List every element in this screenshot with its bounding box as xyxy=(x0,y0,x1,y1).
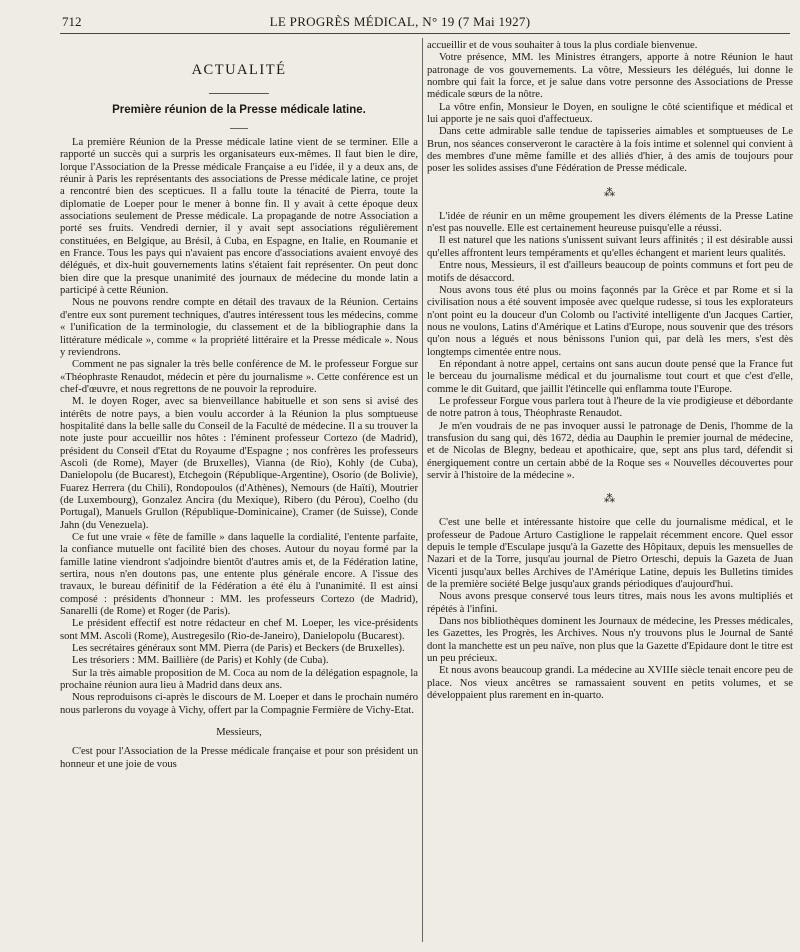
paragraph: Entre nous, Messieurs, il est d'ailleurs beaucoup de points communs et fort peu de motifs de désaccord. xyxy=(427,260,793,284)
section-title: ACTUALITÉ xyxy=(191,62,287,78)
section-separator: ⁂ xyxy=(604,186,616,199)
paragraph: Le professeur Forgue vous parlera tout à l'heure de la vie prodigieuse et débordante de notre patron à tous, Théophraste Renaudot. xyxy=(427,395,793,420)
page-number: 712 xyxy=(62,14,82,29)
paragraph: C'est une belle et intéressante histoire que celle du journalisme médical, et le professeur de Padoue Arturo Castiglione le rappelait récemment encore. Quel essor depuis le temple d'Esculape jusqu'à la Gazette des Hôpitaux, depuis les mensuelles de Nazari et de la Torre, jusqu'au journal de Pietro Orteschi, depuis la Gazeta de Juan Vicenti jusqu'aux belles Archives de l'Amérique Latine, depuis les Bulletins timides de la première société Belge jusqu'aux grands périodiques d'aujourd'hui. xyxy=(427,517,793,591)
paragraph: Nous reproduisons ci-après le discours de M. Loeper et dans le prochain numéro nous parlerons du voyage à Vichy, offert par la Compagnie Fermière de Vichy-Etat. xyxy=(60,692,418,716)
right-column xyxy=(427,40,793,946)
paragraph: Les trésoriers : MM. Baillière (de Paris) et Kohly (de Cuba). xyxy=(72,655,329,667)
article-title-rule xyxy=(230,128,248,129)
paragraph: La vôtre enfin, Monsieur le Doyen, en souligne le côté scientifique et médical et lui apporte je ne sais quoi d'affectueux. xyxy=(427,101,793,126)
paragraph: Les secrétaires généraux sont MM. Pierra (de Paris) et Beckers (de Bruxelles). xyxy=(72,643,405,655)
paragraph: En répondant à notre appel, certains ont sans aucun doute pensé que la France fut le berceau du journalisme médical et du journalisme tout court et que c'est d'elle, comme le dit Guitard, que jaillit l'étincelle qui enflamma toute l'Europe. xyxy=(427,358,793,395)
section-title-rule xyxy=(209,93,269,94)
paragraph: Sur la très aimable proposition de M. Coca au nom de la délégation espagnole, la prochaine réunion aura lieu à Madrid dans deux ans. xyxy=(60,667,418,692)
salutation: Messieurs, xyxy=(216,727,262,739)
paragraph: Et nous avons beaucoup grandi. La médecine au XVIIIe siècle tenait encore peu de place. Nos vieux ancêtres se ramassaient souvent en petits volumes, et se développaient plus rarement en in-quarto. xyxy=(427,665,793,702)
paragraph: Dans nos bibliothèques dominent les Journaux de médecine, les Presses médicales, les Gazettes, les Progrès, les Archives. Nous n'y trouvons plus le Journal de Santé dont la manchette est un peu naïve, non plus que la Gazette d'Epidaure dont le titre est un peu précieux. xyxy=(427,616,793,665)
left-column xyxy=(60,40,418,946)
header-rule xyxy=(60,33,790,34)
running-title: LE PROGRÈS MÉDICAL, N° 19 (7 Mai 1927) xyxy=(269,14,531,29)
paragraph: Dans cette admirable salle tendue de tapisseries aimables et somptueuses de Le Brun, nos séances conserveront le caractère à la fois intime et solennel qui convient à des membres d'une même famille et des alliés d'hier, à des amis de toujours pour poser les solides assises d'une Fédération de Presse médicale. xyxy=(427,126,793,175)
section-separator: ⁂ xyxy=(604,493,616,506)
paragraph: M. le doyen Roger, avec sa bienveillance habituelle et son sens si avisé des intérêts de notre pays, a bien voulu accorder à la Réunion la plus somptueuse hospitalité dans la belle salle du Conseil de la Faculté de médecine. Il a su trouver la note juste pour accueillir nos hôtes : l'éminent professeur Cortezo (de Madrid), président du Conseil d'Etat du Royaume d'Espagne ; nos confrères les professeurs Ascoli (de Rome), Mayer (de Bruxelles), Vianna (de Rio), Kohly (de Cuba), Danielopolu (de Bucarest), Etchegoin (République-Argentine), Osorio (de Bolivie), Fuarez Herrera (du Chili), Rondopoulos (d'Athènes), Nemours (de Haïti), Moutrier (de Luxembourg), Gonzalez Ancira (du Mexique), Ribero (du Pérou), Coelho (du Portugal), Manuels Grullon (République-Dominicaine), Cramer (de Suisse), Conde Jahn (du Venezuela). xyxy=(60,396,418,531)
paragraph: Je m'en voudrais de ne pas invoquer aussi le patronage de Denis, l'homme de la transfusion du sang qui, dès 1672, dédia au Dauphin le premier journal de médecine, et de Nicolas de Blegny, bedeau et apothicaire, que, sept ans plus tard, défendit si énergiquement contre un certain abbé de la Roque ses « Nouvelles découvertes pour servir à l'histoire de la médecine ». xyxy=(427,420,793,481)
paragraph: Nous avons tous été plus ou moins façonnés par la Grèce et par Rome et si la civilisation nous a été souvent imposée avec quelque rudesse, si tous les explorateurs n'ont point eu la douceur d'un Colomb ou l'activité intelligente d'un Jacques Cartier, nous ne voulons, Latins d'Amérique et Latins d'Europe, nous souvenir que des trésors qu'on nous a légués et nous bénissons l'union qui, par delà les mers, s'est dès longtemps cimentée entre nous. xyxy=(427,284,793,358)
paragraph: C'est pour l'Association de la Presse médicale française et pour son président un honneur et une joie de vous xyxy=(60,746,418,770)
paragraph: Nous ne pouvons rendre compte en détail des travaux de la Réunion. Certains d'entre eux sont purement techniques, d'autres intéressent tous les médecins, comme « l'unification de la terminologie, du classement et de la bibliographie dans la littérature médicale », comme « la propriété littéraire et la Presse médicale ». Nous y reviendrons. xyxy=(60,297,418,358)
paragraph: Le président effectif est notre rédacteur en chef M. Loeper, les vice-présidents sont MM. Ascoli (Rome), Austregesilo (Rio-de-Janeiro), Danielopolu (Bucarest). xyxy=(60,618,418,642)
paragraph: Comment ne pas signaler la très belle conférence de M. le professeur Forgue sur «Théophraste Renaudot, médecin et père du journalisme ». Cette conférence est un chef-d'œuvre, et nous regrettons de ne pouvoir la reproduire. xyxy=(60,359,418,395)
paragraph-continuation: accueillir et de vous souhaiter à tous la plus cordiale bienvenue. xyxy=(427,40,698,51)
paragraph: Votre présence, MM. les Ministres étrangers, apporte à notre Réunion le haut patronage de vos gouvernements. La vôtre, Messieurs les délégués, lui donne le nombre qui fait la force, et je salue dans votre personne des Associations de Presse médicale sœurs de la nôtre. xyxy=(427,52,793,101)
paragraph: La première Réunion de la Presse médicale latine vient de se terminer. Elle a rapporté un succès qui a surpris les organisateurs eux-mêmes. Il faut bien le dire, lorque l'Association de la Presse médicale Française a eu l'idée, il y a deux ans, de réunir à Paris les représentants des associations de Presse médicale latine, ce projet a rencontré bien des scepticues. Il a fallu toute la ténacité de Pierra, toute la diplomatie de Loeper pour le mener à bonne fin. Il y avait à cette époque deux associations seulement de Presse médicale. La propagande de notre Association a porté ses fruits. Vendredi dernier, il y avait sept associations régulièrement constituées, en Belgique, au Brésil, à Cuba, en Espagne, en Italie, en Roumanie et en France. Tous les pays qui n'avaient pas encore d'associations avaient envoyé des délégués, et dix-huit gouvernements latins s'étaient fait représenter. On peut donc bien dire que la presque unanimité des journaux de médecine du monde latin a participé à cette Réunion. xyxy=(60,137,418,297)
running-header xyxy=(0,14,800,34)
paragraph: L'idée de réunir en un même groupement les divers éléments de la Presse Latine n'est pas nouvelle. Elle est certainement heureuse puisqu'elle a réussi. xyxy=(427,210,793,235)
paragraph: Il est naturel que les nations s'unissent suivant leurs affinités ; il est désirable aussi qu'elles affrontent leurs tempéraments et qu'elles échangent et marient leurs qualités. xyxy=(427,235,793,259)
paragraph: Nous avons presque conservé tous leurs titres, mais nous les avons multipliés et répétés à l'infini. xyxy=(427,591,793,615)
paragraph: Ce fut une vraie « fête de famille » dans laquelle la cordialité, l'entente parfaite, la confiance mutuelle ont facilité bien des choses. Autour du noyau formé par la famille latine viendront s'adjoindre bientôt d'autres amis et, de la Fédération latine, sertira, nous n'en doutons pas, une entente plus générale encore. A l'issue des travaux, le bureau définitif de la Fédération a été élu à l'unanimité. Il est ainsi composé : présidents d'honneur : MM. les professeurs Cortezo (de Madrid), Sanarelli (de Rome) et Roger (de Paris). xyxy=(60,532,418,618)
column-divider xyxy=(422,38,423,942)
article-title: Première réunion de la Presse médicale latine. xyxy=(112,104,366,116)
